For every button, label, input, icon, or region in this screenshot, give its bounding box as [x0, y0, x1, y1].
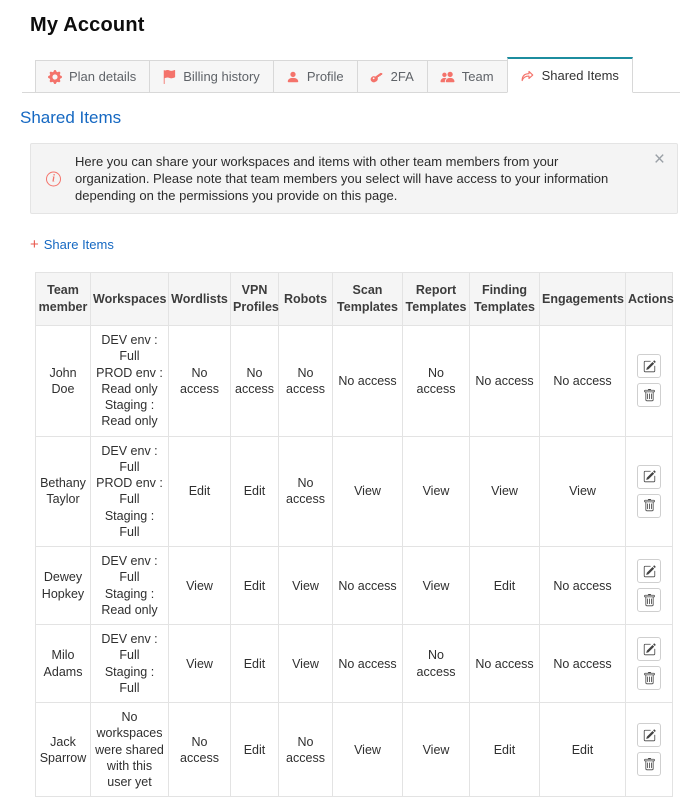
edit-button[interactable]	[637, 354, 661, 378]
edit-button[interactable]	[637, 465, 661, 489]
edit-button[interactable]	[637, 723, 661, 747]
tab-label: Plan details	[69, 69, 137, 84]
table-row	[36, 703, 673, 797]
team-member-cell: Dewey Hopkey	[36, 547, 91, 625]
col-engagements: Engagements	[540, 273, 626, 326]
table-row	[36, 326, 673, 437]
engagements-permission: No access	[540, 625, 626, 703]
col-workspaces: Workspaces	[91, 273, 169, 326]
wordlists-permission: No access	[169, 326, 231, 437]
col-report-templates: Report Templates	[403, 273, 470, 326]
info-banner-text: Here you can share your workspaces and items with other team members from your organization. Please note that team members you select will have access to your information depending on the permissions you provide on this page.	[75, 154, 609, 204]
table-row	[36, 625, 673, 703]
actions-cell	[626, 703, 673, 797]
report-templates-permission: View	[403, 547, 470, 625]
team-member-cell: Jack Sparrow	[36, 703, 91, 797]
workspace-entry: Staging : Read only	[101, 398, 158, 429]
workspaces-cell	[91, 547, 169, 625]
col-team-member: Team member	[36, 273, 91, 326]
scan-templates-permission: View	[333, 436, 403, 547]
workspace-entry: Staging : Read only	[101, 586, 158, 617]
actions-cell	[626, 326, 673, 437]
col-scan-templates: Scan Templates	[333, 273, 403, 326]
close-icon[interactable]: ×	[653, 149, 665, 170]
finding-templates-permission: No access	[470, 625, 540, 703]
scan-templates-permission: No access	[333, 326, 403, 437]
vpn-profiles-permission: Edit	[231, 436, 279, 547]
delete-button[interactable]	[637, 494, 661, 518]
actions-cell	[626, 547, 673, 625]
engagements-permission: View	[540, 436, 626, 547]
wordlists-permission: View	[169, 625, 231, 703]
workspaces-cell	[91, 703, 169, 797]
edit-button[interactable]	[637, 559, 661, 583]
col-finding-templates: Finding Templates	[470, 273, 540, 326]
robots-permission: No access	[279, 326, 333, 437]
tab-billing-history[interactable]	[149, 60, 274, 93]
team-icon	[440, 70, 455, 84]
tab-label: Profile	[306, 69, 344, 84]
report-templates-permission: No access	[403, 326, 470, 437]
account-tabbar	[22, 57, 680, 93]
finding-templates-permission: No access	[470, 326, 540, 437]
col-actions: Actions	[626, 273, 673, 326]
finding-templates-permission: Edit	[470, 547, 540, 625]
robots-permission: View	[279, 547, 333, 625]
section-heading: Shared Items	[20, 108, 122, 127]
workspace-entry: PROD env : Read only	[96, 365, 163, 396]
workspace-entry: Staging : Full	[104, 508, 155, 539]
delete-button[interactable]	[637, 383, 661, 407]
wordlists-permission: No access	[169, 703, 231, 797]
workspace-entry: DEV env : Full	[101, 632, 158, 663]
table-header-row	[36, 273, 673, 326]
delete-button[interactable]	[637, 666, 661, 690]
finding-templates-permission: Edit	[470, 703, 540, 797]
tab-shared-items[interactable]	[507, 57, 633, 93]
table-row	[36, 436, 673, 547]
team-member-cell: Milo Adams	[36, 625, 91, 703]
wordlists-permission: View	[169, 547, 231, 625]
tab-team[interactable]	[427, 60, 508, 93]
share-items-label: Share Items	[43, 237, 114, 253]
report-templates-permission: View	[403, 703, 470, 797]
actions-cell	[626, 625, 673, 703]
shared-items-table	[35, 272, 673, 797]
engagements-permission: No access	[540, 326, 626, 437]
workspaces-cell	[91, 436, 169, 547]
delete-button[interactable]	[637, 752, 661, 776]
tab-label: 2FA	[390, 69, 414, 84]
info-banner	[30, 143, 678, 214]
team-member-cell: John Doe	[36, 326, 91, 437]
team-member-cell: Bethany Taylor	[36, 436, 91, 547]
workspace-entry: DEV env : Full	[101, 443, 158, 474]
edit-button[interactable]	[637, 637, 661, 661]
flag-icon	[162, 70, 176, 84]
finding-templates-permission: View	[470, 436, 540, 547]
robots-permission: No access	[279, 436, 333, 547]
tab-label: Team	[461, 69, 494, 84]
tab-label: Shared Items	[541, 68, 619, 83]
workspace-entry: DEV env : Full	[101, 333, 158, 364]
scan-templates-permission: View	[333, 703, 403, 797]
workspace-entry: Staging : Full	[104, 664, 155, 695]
vpn-profiles-permission: Edit	[231, 547, 279, 625]
workspace-entry: DEV env : Full	[101, 554, 158, 585]
vpn-profiles-permission: No access	[231, 326, 279, 437]
person-icon	[286, 70, 300, 84]
workspace-entry: No workspaces were shared with this user yet	[95, 710, 164, 790]
workspaces-cell	[91, 625, 169, 703]
robots-permission: No access	[279, 703, 333, 797]
delete-button[interactable]	[637, 588, 661, 612]
report-templates-permission: No access	[403, 625, 470, 703]
scan-templates-permission: No access	[333, 625, 403, 703]
tab-profile[interactable]	[273, 60, 358, 93]
tab-plan-details[interactable]	[35, 60, 150, 93]
tab-label: Billing history	[183, 69, 260, 84]
share-icon	[520, 69, 535, 83]
gear-icon	[48, 70, 62, 84]
engagements-permission: No access	[540, 547, 626, 625]
page-title: My Account	[30, 14, 145, 36]
tab-2fa[interactable]	[357, 60, 428, 93]
wordlists-permission: Edit	[169, 436, 231, 547]
share-items-link[interactable]	[30, 236, 114, 253]
vpn-profiles-permission: Edit	[231, 625, 279, 703]
scan-templates-permission: No access	[333, 547, 403, 625]
plus-icon: +	[30, 236, 39, 254]
info-icon: i	[46, 171, 61, 186]
robots-permission: View	[279, 625, 333, 703]
report-templates-permission: View	[403, 436, 470, 547]
col-vpn-profiles: VPN Profiles	[231, 273, 279, 326]
col-wordlists: Wordlists	[169, 273, 231, 326]
actions-cell	[626, 436, 673, 547]
workspace-entry: PROD env : Full	[96, 476, 163, 507]
table-row	[36, 547, 673, 625]
engagements-permission: Edit	[540, 703, 626, 797]
col-robots: Robots	[279, 273, 333, 326]
key-icon	[370, 70, 384, 84]
workspaces-cell	[91, 326, 169, 437]
vpn-profiles-permission: Edit	[231, 703, 279, 797]
